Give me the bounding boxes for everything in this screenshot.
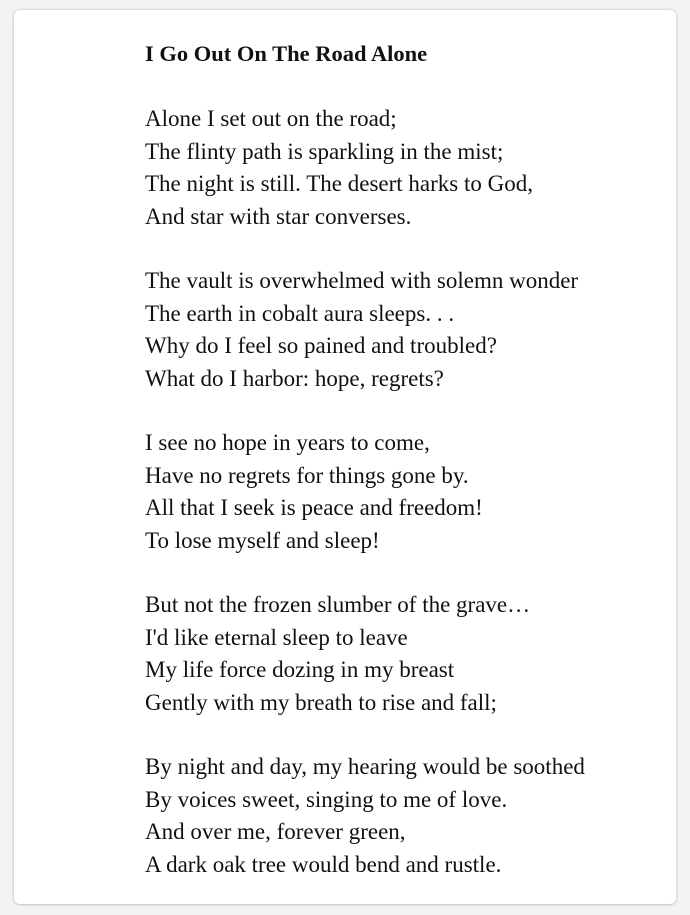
poem-line: The night is still. The desert harks to God, (145, 171, 533, 196)
stanza-3 (145, 427, 665, 557)
poem-line: The vault is overwhelmed with solemn wonder (145, 268, 579, 293)
poem-line: A dark oak tree would bend and rustle. (145, 851, 502, 877)
poem-line: All that I seek is peace and freedom! (145, 495, 483, 520)
poem-line: By voices sweet, singing to me of love. (145, 786, 508, 812)
poem-line: The earth in cobalt aura sleeps. . . (145, 300, 455, 326)
poem-line: And over me, forever green, (145, 819, 406, 844)
stanza-1 (145, 103, 665, 233)
stanza-5 (145, 751, 665, 881)
poem-line: By night and day, my hearing would be soothed (145, 754, 585, 779)
poem-line: What do I harbor: hope, regrets? (145, 365, 444, 391)
poem (145, 38, 665, 913)
poem-line: I see no hope in years to come, (145, 430, 430, 455)
poem-card (14, 10, 676, 904)
poem-line: But not the frozen slumber of the grave… (145, 592, 531, 617)
poem-line: I'd like eternal sleep to leave (145, 624, 408, 650)
poem-line: Have no regrets for things gone by. (145, 462, 469, 488)
poem-line: The flinty path is sparkling in the mist; (145, 138, 504, 164)
poem-line: To lose myself and sleep! (145, 527, 380, 553)
poem-line: Why do I feel so pained and troubled? (145, 333, 497, 358)
poem-title: I Go Out On The Road Alone (145, 41, 428, 66)
stanza-2 (145, 265, 665, 395)
poem-line: My life force dozing in my breast (145, 657, 455, 682)
stanza-4 (145, 589, 665, 719)
poem-body (145, 103, 665, 881)
poem-line: Gently with my breath to rise and fall; (145, 689, 497, 715)
poem-line: And star with star converses. (145, 203, 412, 229)
poem-line: Alone I set out on the road; (145, 106, 397, 131)
